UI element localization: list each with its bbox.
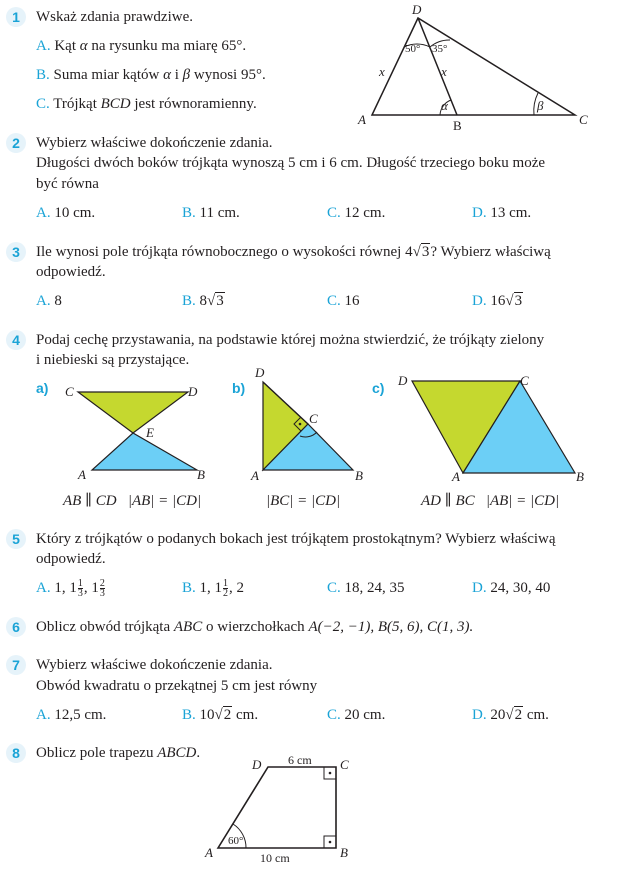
sqrt-symbol: √: [505, 707, 514, 723]
answer-option-c[interactable]: [327, 203, 385, 223]
option-text: 20 cm.: [344, 707, 386, 723]
question-text: Podaj cechę przystawania, na podstawie której można stwierdzić, że trójkąty zielony: [36, 332, 545, 348]
numerator: 1: [223, 578, 229, 590]
question-number: 1: [6, 7, 26, 27]
question-text-part: .: [196, 745, 201, 761]
triangle-adc: [372, 18, 575, 115]
fraction: [78, 579, 83, 598]
answer-option-b[interactable]: [182, 291, 225, 311]
question-text: odpowiedź.: [36, 551, 106, 567]
answer-option-b[interactable]: [182, 578, 244, 598]
option-text: Trójkąt: [53, 96, 101, 112]
figure-b-triangles: [245, 360, 375, 485]
question-number: 3: [6, 242, 26, 262]
option-text: 16: [490, 293, 506, 309]
side-label-x: x: [379, 64, 385, 79]
vertex-label-a: A: [452, 469, 460, 484]
subfigure-label-b: b): [232, 380, 246, 396]
option-letter: C.: [327, 580, 341, 596]
sqrt-symbol: √: [214, 707, 223, 723]
question-text-part: Ile wynosi pole trójkąta równobocznego o wysokości równej 4: [36, 244, 413, 260]
question-text: [36, 743, 200, 763]
question-text-part: o wierzchołkach: [202, 619, 309, 635]
question-text-part: ABC: [173, 619, 203, 635]
answer-option-b[interactable]: [182, 705, 258, 725]
option-text: α: [79, 38, 88, 54]
option-text: 12,5 cm.: [54, 707, 107, 723]
option-text: i: [170, 67, 183, 83]
vertex-label-c: C: [65, 384, 74, 399]
vertex-label-b: B: [197, 467, 205, 482]
caption-figure-c: [421, 491, 559, 511]
vertex-label-e: E: [146, 425, 154, 440]
question-text: Wybierz właściwe dokończenie zdania.: [36, 657, 273, 673]
option-text: Kąt: [54, 38, 80, 54]
answer-option-d[interactable]: [472, 705, 549, 725]
denominator: 3: [77, 588, 83, 600]
caption-text: CD: [95, 493, 117, 509]
option-text: 10: [199, 707, 215, 723]
caption-text: BC: [455, 493, 475, 509]
answer-option-d[interactable]: [472, 203, 531, 223]
option-text: 10 cm.: [54, 205, 96, 221]
caption-text: |AB| = |CD|: [127, 493, 202, 509]
option-letter: B.: [36, 67, 50, 83]
fraction: [223, 579, 228, 598]
option-letter: B.: [182, 293, 196, 309]
angle-label-alpha: α: [441, 98, 448, 113]
answer-option-d[interactable]: [472, 291, 523, 311]
option-text: 18, 24, 35: [344, 580, 405, 596]
question-text: [36, 617, 473, 637]
vertex-label-d: D: [188, 384, 198, 399]
blue-triangle: [92, 433, 197, 470]
question-number: 4: [6, 330, 26, 350]
answer-option-d[interactable]: [472, 578, 550, 598]
question-number: 8: [6, 743, 26, 763]
option-letter: D.: [472, 293, 487, 309]
option-text: 24, 30, 40: [490, 580, 551, 596]
sqrt-radicand: 2: [223, 707, 232, 723]
option-letter: B.: [182, 707, 196, 723]
subfigure-label-c: c): [372, 380, 385, 396]
question-text: Wybierz właściwe dokończenie zdania.: [36, 135, 273, 151]
option-text: 1, 1: [54, 580, 77, 596]
denominator: 3: [99, 588, 105, 600]
sqrt-radicand: 2: [514, 707, 523, 723]
option-text: Suma miar kątów: [53, 67, 164, 83]
option-letter: C.: [327, 293, 341, 309]
question-text: odpowiedź.: [36, 264, 106, 280]
option-text: β: [182, 67, 191, 83]
option-text: cm.: [232, 707, 259, 723]
option-text: jest równoramienny.: [130, 96, 257, 112]
caption-text: ∥: [444, 493, 452, 509]
option-letter: A.: [36, 38, 51, 54]
angle-label-50: 50°: [405, 43, 421, 55]
option-letter: B.: [182, 205, 196, 221]
answer-option-c[interactable]: [327, 291, 360, 311]
option-letter: C.: [36, 96, 50, 112]
question-text: Który z trójkątów o podanych bokach jest trójkątem prostokątnym? Wybierz właściwą: [36, 531, 556, 547]
vertex-label-d: D: [252, 757, 262, 772]
option-letter: D.: [472, 205, 487, 221]
question-text: Długości dwóch boków trójkąta wynoszą 5 cm i 6 cm. Długość trzeciego boku może: [36, 155, 546, 171]
numerator: 1: [77, 578, 83, 590]
question-text-part: A(−2, −1), B(5, 6), C(1, 3).: [308, 619, 474, 635]
green-triangle: [78, 392, 188, 433]
vertex-label-b: B: [453, 118, 462, 133]
option-text: 13 cm.: [490, 205, 532, 221]
vertex-label-a: A: [251, 468, 259, 483]
angle-label-beta: β: [537, 98, 544, 113]
sqrt-symbol: √: [505, 293, 514, 309]
question-text-part: ? Wybierz właściwą: [430, 244, 551, 260]
answer-option-c[interactable]: [36, 94, 257, 114]
answer-option-b[interactable]: [36, 65, 266, 85]
answer-option-a[interactable]: [36, 203, 95, 223]
option-letter: A.: [36, 293, 51, 309]
vertex-label-b: B: [576, 469, 584, 484]
question-text-part: ABCD: [157, 745, 197, 761]
denominator: 2: [223, 588, 229, 600]
vertex-label-c: C: [309, 411, 318, 426]
option-text: na rysunku ma miarę 65°.: [87, 38, 247, 54]
figure-c-parallelogram: [390, 365, 600, 485]
answer-option-a[interactable]: [36, 705, 106, 725]
angle-label-35: 35°: [432, 43, 448, 55]
question-number: 2: [6, 133, 26, 153]
vertex-label-b: B: [340, 845, 348, 860]
option-text: 16: [344, 293, 360, 309]
sqrt-symbol: √: [412, 244, 421, 260]
question-number: 6: [6, 617, 26, 637]
question-text-part: Oblicz obwód trójkąta: [36, 619, 174, 635]
caption-figure-a: [63, 491, 201, 511]
option-letter: D.: [472, 707, 487, 723]
question-text: być równa: [36, 176, 99, 192]
vertex-label-b: B: [355, 468, 363, 483]
option-text: BCD: [100, 96, 131, 112]
option-text: 8: [199, 293, 208, 309]
figure-a-hourglass: [60, 375, 220, 485]
vertex-label-a: A: [205, 845, 213, 860]
option-letter: C.: [327, 707, 341, 723]
fraction: [100, 579, 105, 598]
option-text: cm.: [523, 707, 549, 723]
question-text: Wskaż zdania prawdziwe.: [36, 9, 194, 25]
answer-option-c[interactable]: [327, 705, 385, 725]
question-text: Obwód kwadratu o przekątnej 5 cm jest równy: [36, 678, 318, 694]
side-label-bottom: 10 cm: [260, 851, 290, 865]
option-text: 8: [54, 293, 62, 309]
vertex-label-a: A: [78, 467, 86, 482]
caption-text: ∥: [85, 493, 93, 509]
option-text: 12 cm.: [344, 205, 386, 221]
option-text: 11 cm.: [199, 205, 240, 221]
answer-option-a[interactable]: [36, 291, 62, 311]
option-letter: A.: [36, 580, 51, 596]
caption-text: AD: [421, 493, 441, 509]
option-text: wynosi 95°.: [190, 67, 266, 83]
option-letter: B.: [182, 580, 196, 596]
answer-option-a[interactable]: [36, 36, 246, 56]
option-letter: A.: [36, 707, 51, 723]
question-text-part: Oblicz pole trapezu: [36, 745, 158, 761]
vertex-label-d: D: [255, 365, 265, 380]
option-text: , 2: [229, 580, 245, 596]
question-number: 7: [6, 655, 26, 675]
side-label-top: 6 cm: [288, 753, 312, 767]
vertex-label-c: C: [579, 112, 588, 127]
answer-option-b[interactable]: [182, 203, 240, 223]
question-text: i niebieski są przystające.: [36, 352, 190, 368]
option-text: α: [163, 67, 171, 83]
sqrt-radicand: 3: [421, 244, 430, 260]
vertex-label-c: C: [520, 373, 529, 388]
option-letter: D.: [472, 580, 487, 596]
caption-figure-b: |BC| = |CD|: [266, 493, 341, 509]
trapezoid-figure: [200, 750, 370, 871]
option-text: 20: [490, 707, 506, 723]
right-angle-dot: [299, 423, 302, 426]
caption-text: AB: [63, 493, 82, 509]
answer-option-c[interactable]: [327, 578, 405, 598]
sqrt-radicand: 3: [514, 293, 523, 309]
vertex-label-a: A: [358, 112, 366, 127]
side-label-x: x: [441, 64, 447, 79]
subfigure-label-a: a): [36, 380, 49, 396]
vertex-label-d: D: [412, 2, 422, 17]
numerator: 2: [99, 578, 105, 590]
option-text: 1, 1: [199, 580, 223, 596]
option-letter: A.: [36, 205, 51, 221]
option-letter: C.: [327, 205, 341, 221]
sqrt-symbol: √: [207, 293, 216, 309]
caption-text: |AB| = |CD|: [485, 493, 560, 509]
triangle-figure-q1: [350, 0, 600, 135]
angle-label-60: 60°: [228, 835, 244, 847]
question-number: 5: [6, 529, 26, 549]
option-text: , 1: [83, 580, 99, 596]
answer-option-a[interactable]: [36, 578, 106, 598]
vertex-label-d: D: [398, 373, 408, 388]
sqrt-radicand: 3: [216, 293, 224, 309]
right-angle-dot-b: [329, 841, 332, 844]
question-text: [36, 242, 551, 262]
vertex-label-c: C: [340, 757, 349, 772]
right-angle-dot-c: [329, 772, 332, 775]
